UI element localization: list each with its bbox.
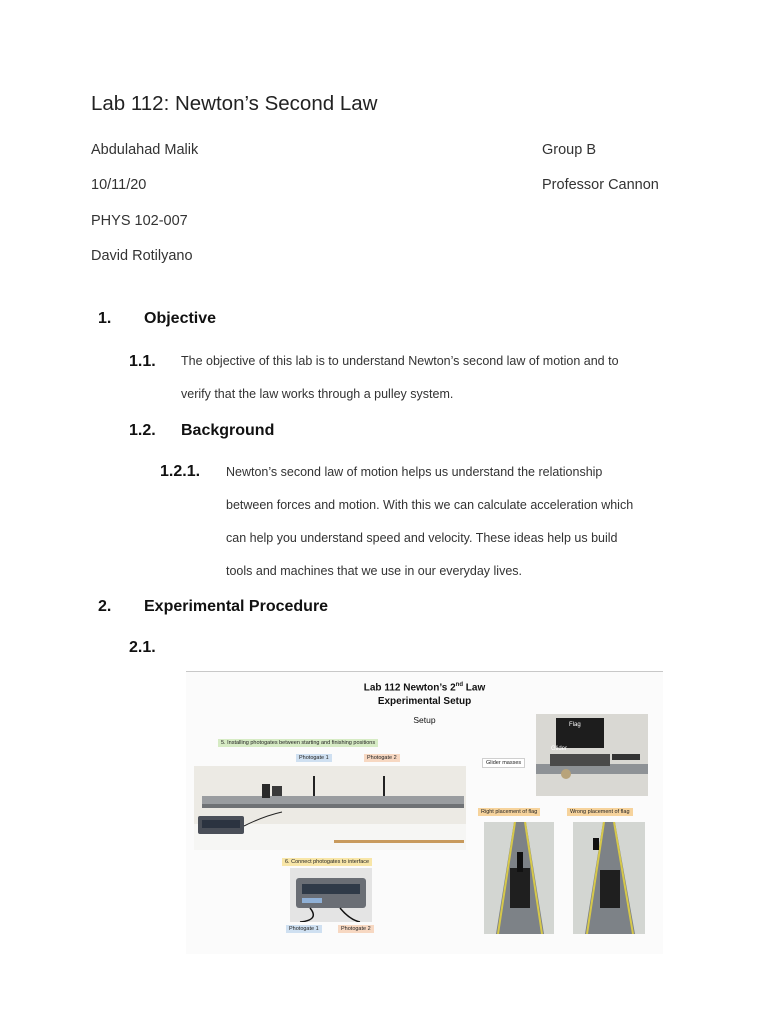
- step6-label: 6. Connect photogates to interface: [282, 858, 372, 866]
- step5-label: 5. Installing photogates between starting and finishing positions: [218, 739, 378, 747]
- experimental-setup-figure: [186, 671, 663, 954]
- text-line: can help you understand speed and velocity. These ideas help us build: [226, 531, 618, 545]
- figure-subtitle: Experimental Setup: [377, 696, 472, 707]
- interface-photo: [290, 868, 372, 922]
- subsection-number: 1.1.: [129, 353, 156, 370]
- right-placement-photo: [484, 822, 554, 934]
- professor-name: Professor Cannon: [542, 177, 659, 193]
- air-track-photo: [194, 766, 466, 850]
- objective-paragraph: [181, 345, 619, 411]
- partner-name: David Rotilyano: [91, 248, 193, 264]
- background-paragraph: [226, 456, 633, 588]
- section-title: Background: [181, 422, 275, 439]
- photogate1-b-label: Photogate 1: [286, 925, 322, 933]
- section-number: 2.: [98, 598, 112, 615]
- air-track-illustration: [194, 766, 466, 850]
- right-placement-label: Right placement of flag: [478, 808, 540, 816]
- figure-section-label: Setup: [413, 715, 436, 725]
- wrong-placement-illustration: [573, 822, 645, 934]
- lab-date: 10/11/20: [91, 177, 147, 193]
- figure-title: Lab 112 Newton’s 2nd Law: [363, 682, 486, 694]
- right-placement-illustration: [484, 822, 554, 934]
- section-number: 1.: [98, 310, 112, 327]
- text-line: Newton’s second law of motion helps us understand the relationship: [226, 465, 603, 479]
- document-title: Lab 112: Newton’s Second Law: [91, 92, 378, 115]
- glider-photo: [536, 714, 648, 796]
- group-label: Group B: [542, 142, 596, 158]
- section-background-heading: [129, 422, 274, 440]
- author-name: Abdulahad Malik: [91, 142, 199, 158]
- glider-label: Glider: [551, 746, 568, 752]
- glider-masses-label: Glider masses: [482, 758, 525, 768]
- photogate2-b-label: Photogate 2: [338, 925, 374, 933]
- section-procedure-heading: [98, 598, 328, 616]
- text-line: between forces and motion. With this we can calculate acceleration which: [226, 498, 634, 512]
- photogate1-label: Photogate 1: [296, 754, 332, 762]
- wrong-placement-label: Wrong placement of flag: [567, 808, 633, 816]
- flag-label: Flag: [569, 722, 581, 728]
- text-line: The objective of this lab is to understand Newton’s second law of motion and to: [181, 354, 619, 368]
- text-line: tools and machines that we use in our everyday lives.: [226, 564, 522, 578]
- section-objective-heading: [98, 310, 216, 328]
- photogate2-label: Photogate 2: [364, 754, 400, 762]
- section-number: 1.2.: [129, 422, 156, 439]
- interface-illustration: [290, 868, 372, 922]
- subsection-number: 2.1.: [129, 639, 156, 656]
- course-code: PHYS 102-007: [91, 213, 188, 229]
- section-title: Experimental Procedure: [144, 598, 329, 615]
- glider-illustration: [536, 714, 648, 796]
- wrong-placement-photo: [573, 822, 645, 934]
- subsection-number: 1.2.1.: [160, 463, 201, 480]
- text-line: verify that the law works through a pulley system.: [181, 387, 454, 401]
- section-title: Objective: [144, 310, 217, 327]
